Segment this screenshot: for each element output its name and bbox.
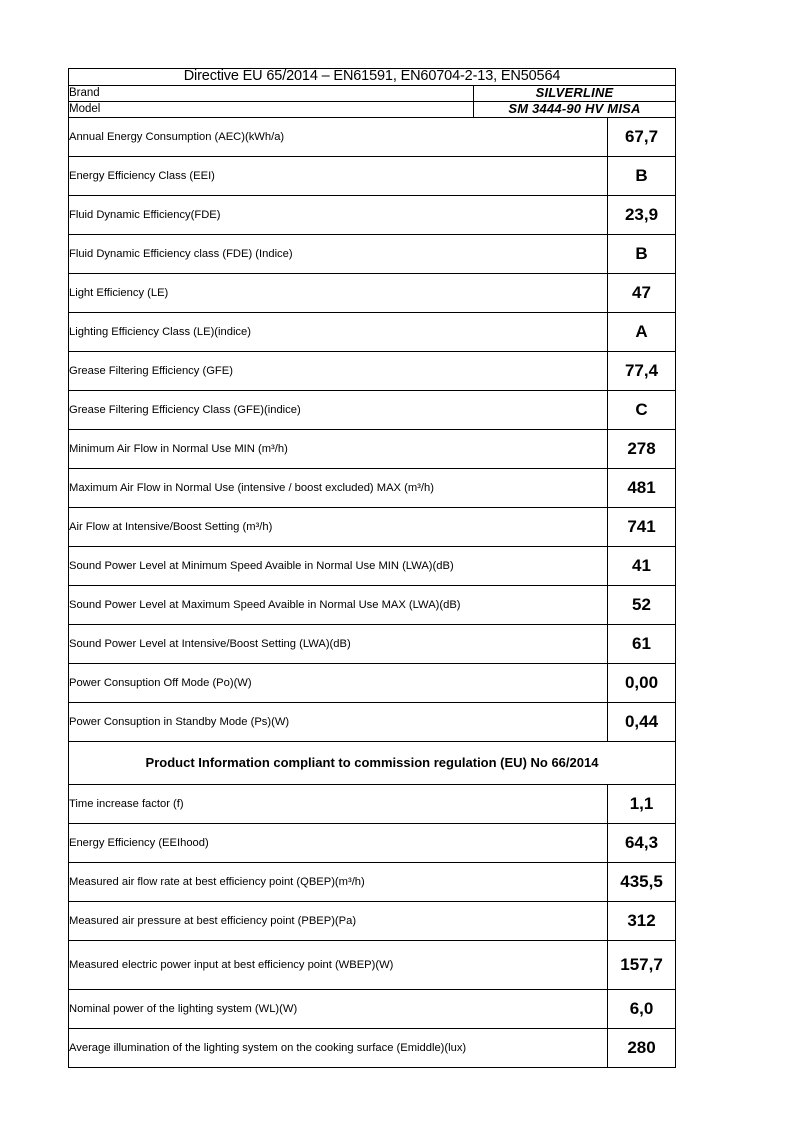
model-label: Model: [69, 101, 474, 117]
row-label: Annual Energy Consumption (AEC)(kWh/a): [69, 117, 608, 156]
table-row: [69, 585, 676, 624]
row-value: 157,7: [608, 940, 676, 989]
table-row: [69, 702, 676, 741]
row-value: 741: [608, 507, 676, 546]
row-label: Fluid Dynamic Efficiency class (FDE) (Indice): [69, 234, 608, 273]
row-label: Sound Power Level at Minimum Speed Avaible in Normal Use MIN (LWA)(dB): [69, 546, 608, 585]
table-row: [69, 429, 676, 468]
table-row: [69, 156, 676, 195]
row-value: 1,1: [608, 784, 676, 823]
product-information-table: [68, 68, 676, 1068]
row-value: 47: [608, 273, 676, 312]
row-label: Maximum Air Flow in Normal Use (intensive / boost excluded) MAX (m³/h): [69, 468, 608, 507]
row-value: 312: [608, 901, 676, 940]
row-value: 0,00: [608, 663, 676, 702]
row-label: Grease Filtering Efficiency Class (GFE)(indice): [69, 390, 608, 429]
directive-title: Directive EU 65/2014 – EN61591, EN60704-2-13, EN50564: [69, 69, 676, 86]
product-fiche-sheet: [68, 68, 675, 1068]
section-header-row: [69, 741, 676, 784]
row-value: A: [608, 312, 676, 351]
row-label: Measured air flow rate at best efficiency point (QBEP)(m³/h): [69, 862, 608, 901]
brand-value: SILVERLINE: [474, 85, 676, 101]
row-label: Power Consuption in Standby Mode (Ps)(W): [69, 702, 608, 741]
table-row: [69, 390, 676, 429]
table-title-row: [69, 69, 676, 86]
row-label: Minimum Air Flow in Normal Use MIN (m³/h): [69, 429, 608, 468]
table-row: [69, 901, 676, 940]
table-row-brand: [69, 85, 676, 101]
row-value: B: [608, 234, 676, 273]
row-label: Power Consuption Off Mode (Po)(W): [69, 663, 608, 702]
table-row: [69, 862, 676, 901]
table-row: [69, 351, 676, 390]
row-label: Light Efficiency (LE): [69, 273, 608, 312]
row-label: Sound Power Level at Maximum Speed Avaible in Normal Use MAX (LWA)(dB): [69, 585, 608, 624]
row-label: Energy Efficiency (EEIhood): [69, 823, 608, 862]
row-label: Time increase factor (f): [69, 784, 608, 823]
row-value: 77,4: [608, 351, 676, 390]
table-row: [69, 1028, 676, 1067]
row-value: 41: [608, 546, 676, 585]
row-label: Air Flow at Intensive/Boost Setting (m³/h): [69, 507, 608, 546]
table-row: [69, 663, 676, 702]
table-row: [69, 624, 676, 663]
row-label: Lighting Efficiency Class (LE)(indice): [69, 312, 608, 351]
row-label: Nominal power of the lighting system (WL)(W): [69, 989, 608, 1028]
row-label: Fluid Dynamic Efficiency(FDE): [69, 195, 608, 234]
model-value: SM 3444-90 HV MISA: [474, 101, 676, 117]
table-body: [69, 69, 676, 1068]
row-value: C: [608, 390, 676, 429]
row-label: Average illumination of the lighting system on the cooking surface (Emiddle)(lux): [69, 1028, 608, 1067]
table-row: [69, 195, 676, 234]
row-value: 6,0: [608, 989, 676, 1028]
row-value: 23,9: [608, 195, 676, 234]
brand-label: Brand: [69, 85, 474, 101]
row-value: 52: [608, 585, 676, 624]
row-label: Sound Power Level at Intensive/Boost Setting (LWA)(dB): [69, 624, 608, 663]
row-value: 481: [608, 468, 676, 507]
table-row: [69, 507, 676, 546]
table-row-model: [69, 101, 676, 117]
table-row: [69, 940, 676, 989]
table-row: [69, 312, 676, 351]
row-label: Measured electric power input at best efficiency point (WBEP)(W): [69, 940, 608, 989]
row-label: Measured air pressure at best efficiency point (PBEP)(Pa): [69, 901, 608, 940]
row-value: 64,3: [608, 823, 676, 862]
row-label: Energy Efficiency Class (EEI): [69, 156, 608, 195]
row-value: 280: [608, 1028, 676, 1067]
table-row: [69, 823, 676, 862]
row-value: B: [608, 156, 676, 195]
table-row: [69, 784, 676, 823]
row-label: Grease Filtering Efficiency (GFE): [69, 351, 608, 390]
row-value: 61: [608, 624, 676, 663]
row-value: 0,44: [608, 702, 676, 741]
row-value: 435,5: [608, 862, 676, 901]
row-value: 278: [608, 429, 676, 468]
table-row: [69, 234, 676, 273]
row-value: 67,7: [608, 117, 676, 156]
table-row: [69, 117, 676, 156]
table-row: [69, 468, 676, 507]
table-row: [69, 546, 676, 585]
table-row: [69, 989, 676, 1028]
section-header-title: Product Information compliant to commission regulation (EU) No 66/2014: [69, 741, 676, 784]
table-row: [69, 273, 676, 312]
